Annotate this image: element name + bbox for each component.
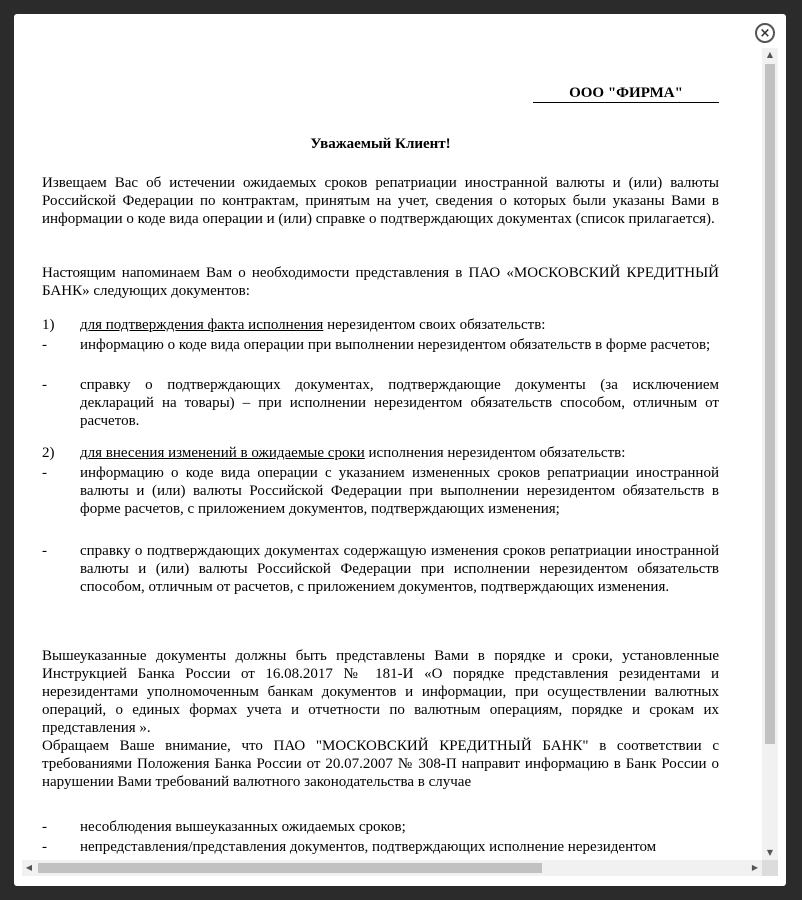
attention-paragraph: Обращаем Ваше внимание, что ПАО "МОСКОВСКИЙ КРЕДИТНЫЙ БАНК" в соответствии с требованиями Положения Банка России от 20.07.2007 № 308-П направит информацию в Банк России о нарушении Вами требований валютного законодательства в случае: [42, 738, 719, 790]
section-1-rest: нерезидентом своих обязательств:: [323, 317, 546, 333]
list-marker: -: [42, 819, 47, 835]
scrollbar-corner: [762, 860, 778, 876]
list-item: [42, 464, 719, 518]
list-item: [42, 818, 719, 836]
scroll-left-icon[interactable]: ◀: [25, 863, 33, 872]
section-2-underlined: для внесения изменений в ожидаемые сроки: [80, 445, 365, 461]
scroll-up-icon[interactable]: ▲: [766, 50, 774, 59]
document-viewport[interactable]: [22, 48, 762, 860]
horizontal-scrollbar[interactable]: [22, 860, 762, 876]
list-item-text: несоблюдения вышеуказанных ожидаемых сроков;: [80, 819, 406, 835]
greeting-heading: Уважаемый Клиент!: [310, 136, 451, 152]
scroll-right-icon[interactable]: ▶: [751, 863, 759, 872]
list-item-text: информацию о коде вида операции с указанием измененных сроков репатриации иностранной валюты и (или) валюты Российской Федерации при выполнении нерезидентом обязательств в форме расчетов, с приложением документов, подтверждающих изменения;: [80, 465, 719, 517]
close-icon: ×: [759, 25, 771, 41]
list-marker: -: [42, 543, 47, 559]
company-name: ООО "ФИРМА": [533, 84, 719, 103]
section-2-heading: [42, 444, 719, 462]
list-item-text: непредставления/представления документов, подтверждающих исполнение нерезидентом: [80, 839, 657, 855]
list-item-text: справку о подтверждающих документах содержащую изменения сроков репатриации иностранной валюты и (или) валюты Российской Федерации при исполнении нерезидентом обязательств способом, отличным от расчетов, с приложением документов, подтверждающих изменения.: [80, 543, 719, 595]
scroll-down-icon[interactable]: ▼: [766, 848, 774, 857]
list-marker: -: [42, 839, 47, 855]
list-item: [42, 838, 719, 856]
reminder-paragraph: Настоящим напоминаем Вам о необходимости представления в ПАО «МОСКОВСКИЙ КРЕДИТНЫЙ БАНК» следующих документов:: [42, 265, 719, 299]
list-item: [42, 542, 719, 596]
section-1-underlined: для подтверждения факта исполнения: [80, 317, 324, 333]
list-item-text: информацию о коде вида операции при выполнении нерезидентом обязательств в форме расчетов;: [80, 337, 711, 353]
vertical-scroll-thumb[interactable]: [765, 64, 775, 744]
intro-paragraph: Извещаем Вас об истечении ожидаемых сроков репатриации иностранной валюты и (или) валюты Российской Федерации по контрактам, принятым на учет, сведения о которых были указаны Вами в информации о коде вида операции и (или) справке о подтверждающих документах (список прилагается).: [42, 175, 719, 227]
section-2-rest: исполнения нерезидентом обязательств:: [364, 445, 626, 461]
list-marker: -: [42, 465, 47, 481]
list-item: [42, 376, 719, 430]
list-item-text: справку о подтверждающих документах, подтверждающие документы (за исключением деклараций на товары) – при исполнении нерезидентом обязательств способом, отличным от расчетов.: [80, 377, 719, 429]
section-2-marker: 2): [42, 445, 55, 461]
section-1-heading: [42, 316, 719, 334]
horizontal-scroll-thumb[interactable]: [38, 863, 542, 873]
list-item: [42, 336, 719, 354]
close-button[interactable]: [755, 23, 775, 43]
list-marker: -: [42, 337, 47, 353]
list-marker: -: [42, 377, 47, 393]
vertical-scrollbar[interactable]: [762, 48, 778, 860]
requirements-paragraph: Вышеуказанные документы должны быть представлены Вами в порядке и сроки, установленные Инструкцией Банка России от 16.08.2017 № 181-И «О порядке представления резидентами и нерезидентами уполномоченным банкам документов и информации, при осуществлении валютных операций, о единых формах учета и отчетности по валютным операциям, порядке и срокам их представления ».: [42, 648, 719, 736]
section-1-marker: 1): [42, 317, 55, 333]
